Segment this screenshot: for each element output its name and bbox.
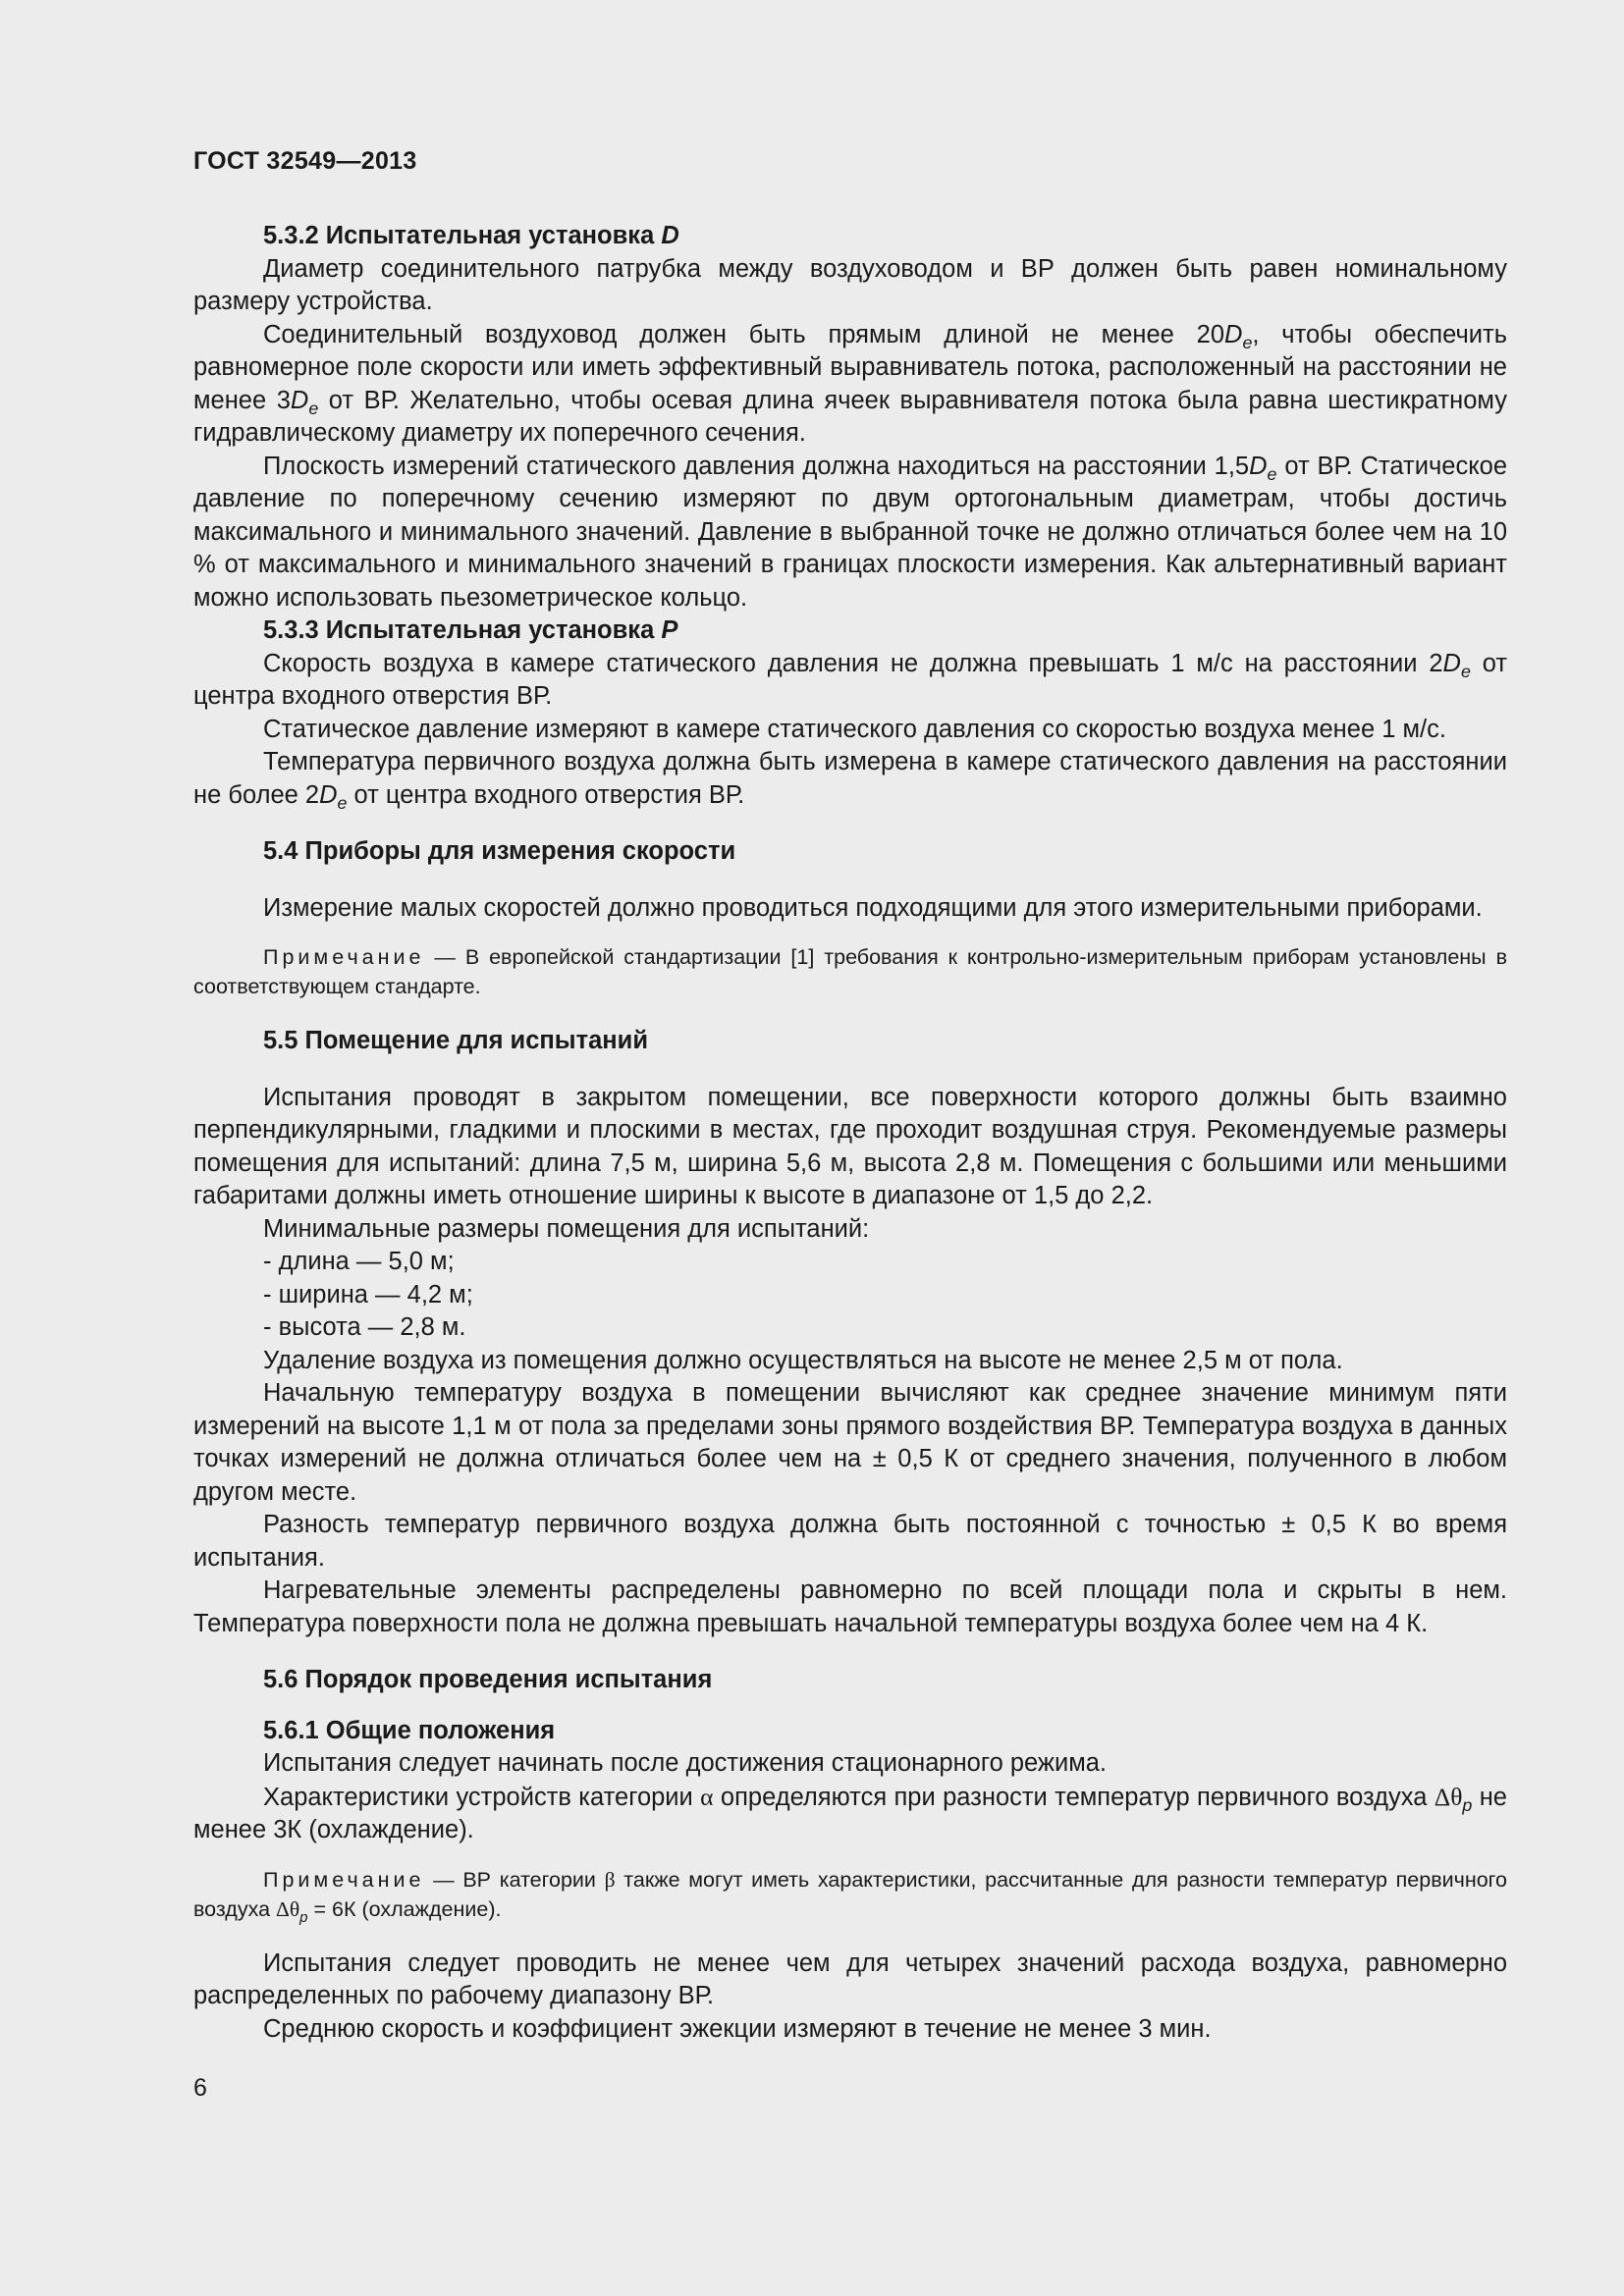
section-5-6-1-heading: 5.6.1 Общие положения	[263, 1716, 556, 1744]
paragraph: Нагревательные элементы распределены равномерно по всей площади пола и скрыты в нем. Температура поверхности пола не должна превышать начальной температуры воздуха более чем на 4 К.	[193, 1576, 1507, 1637]
paragraph: Статическое давление измеряют в камере статического давления со скоростью воздуха менее 1 м/с.	[263, 715, 1446, 743]
text: Температура первичного воздуха должна быть измерена в камере статического давления на расстоянии не более 2	[193, 748, 1507, 809]
paragraph: Испытания следует начинать после достижения стационарного режима.	[263, 1749, 1108, 1777]
symbol-delta-theta: Δθ	[1434, 1782, 1463, 1811]
subscript-e: e	[1460, 661, 1471, 681]
note-text: — ВР категории	[424, 1867, 605, 1892]
symbol-beta: β	[604, 1867, 616, 1892]
heading-text: 5.3.2 Испытательная установка	[263, 222, 662, 249]
paragraph	[193, 648, 1507, 714]
page-number: 6	[193, 2074, 207, 2102]
paragraph: Удаление воздуха из помещения должно осуществляться на высоте не менее 2,5 м от пола.	[263, 1346, 1343, 1374]
subscript-p: p	[1462, 1794, 1473, 1815]
subscript-e: e	[337, 792, 348, 813]
text: Плоскость измерений статического давления должна находиться на расстоянии 1,5	[263, 452, 1250, 480]
text: Соединительный воздуховод должен быть прямым длиной не менее 20	[263, 320, 1225, 348]
note	[193, 942, 1507, 1001]
subscript-e: e	[308, 398, 319, 418]
note-text: — В европейской стандартизации [1] требования к контрольно-измерительным приборам установлены в соответствующем стандарте.	[193, 945, 1507, 998]
text: от ВР. Статическое давление по поперечному сечению измеряют по двум ортогональным диаметрам, чтобы достичь максимального и минимального значений. Давление в выбранной точке не должно отличаться более чем на 10 % от максимального и минимального значений в границах плоскости измерения. Как альтернативный вариант можно использовать пьезометрическое кольцо.	[193, 452, 1507, 612]
section-5-5-heading: 5.5 Помещение для испытаний	[263, 1027, 649, 1054]
text: не менее 3К (охлаждение).	[193, 1783, 1507, 1843]
symbol-alpha: α	[700, 1782, 714, 1811]
heading-letter: P	[661, 616, 678, 644]
text: от центра входного отверстия ВР.	[193, 649, 1508, 710]
text: от центра входного отверстия ВР.	[347, 780, 745, 809]
page-content	[193, 220, 1507, 2046]
list-item: - ширина — 4,2 м;	[263, 1280, 473, 1308]
paragraph: Диаметр соединительного патрубка между воздуховодом и ВР должен быть равен номинальному размеру устройства.	[193, 254, 1507, 315]
text: Скорость воздуха в камере статического давления не должна превышать 1 м/с на расстоянии 2	[263, 649, 1443, 677]
subscript-e: e	[1267, 463, 1277, 484]
note-text: = 6К (охлаждение).	[307, 1896, 502, 1921]
text: определяются при разности температур первичного воздуха	[713, 1783, 1435, 1811]
paragraph	[193, 319, 1507, 451]
heading-text: 5.3.3 Испытательная установка	[263, 616, 662, 644]
paragraph: Разность температур первичного воздуха должна быть постоянной с точностью ± 0,5 К во время испытания.	[193, 1511, 1507, 1572]
section-5-6-heading: 5.6 Порядок проведения испытания	[263, 1666, 713, 1693]
paragraph	[193, 746, 1507, 812]
list-item: - высота — 2,8 м.	[263, 1313, 466, 1341]
paragraph: Среднюю скорость и коэффициент эжекции измеряют в течение не менее 3 мин.	[263, 2014, 1212, 2043]
document-code: ГОСТ 32549—2013	[193, 147, 417, 175]
paragraph: Испытания следует проводить не менее чем для четырех значений расхода воздуха, равномерно распределенных по рабочему диапазону ВР.	[193, 1949, 1507, 2009]
symbol-d: D	[319, 780, 338, 809]
section-5-4-heading: 5.4 Приборы для измерения скорости	[263, 837, 736, 865]
paragraph	[193, 1781, 1507, 1847]
paragraph: Измерение малых скоростей должно проводиться подходящими для этого измерительными приборами.	[263, 893, 1483, 922]
text: Характеристики устройств категории	[263, 1783, 701, 1811]
symbol-d: D	[1442, 649, 1461, 677]
section-5-3-2-heading	[193, 220, 1507, 253]
symbol-d: D	[1249, 452, 1268, 480]
text: , чтобы обеспечить равномерное поле скорости или иметь эффективный выравниватель потока, расположенный на расстоянии не менее 3	[193, 320, 1507, 414]
note	[193, 1865, 1507, 1924]
paragraph: Испытания проводят в закрытом помещении, все поверхности которого должны быть взаимно перпендикулярными, гладкими и плоскими в местах, где проходит воздушная струя. Рекомендуемые размеры помещения для испытаний: длина 7,5 м, ширина 5,6 м, высота 2,8 м. Помещения с большими или меньшими габаритами должны иметь отношение ширины к высоте в диапазоне от 1,5 до 2,2.	[193, 1083, 1507, 1209]
symbol-d: D	[1224, 320, 1243, 348]
section-5-3-3-heading	[193, 614, 1507, 648]
subscript-p: p	[299, 1908, 308, 1926]
paragraph: Минимальные размеры помещения для испытаний:	[263, 1214, 870, 1243]
paragraph	[193, 451, 1507, 615]
paragraph: Начальную температуру воздуха в помещении вычисляют как среднее значение минимум пяти измерений на высоте 1,1 м от пола за пределами зоны прямого воздействия ВР. Температура воздуха в данных точках измерений не должна отличаться более чем на ± 0,5 К от среднего значения, полученного в любом другом месте.	[193, 1379, 1507, 1506]
note-label: Примечание	[263, 1867, 425, 1892]
symbol-delta-theta: Δθ	[276, 1896, 300, 1921]
subscript-e: e	[1242, 332, 1253, 352]
heading-letter: D	[661, 222, 679, 249]
list-item: - длина — 5,0 м;	[263, 1248, 455, 1275]
note-text: также могут иметь характеристики, рассчитанные для разности температур первичного воздуха	[193, 1867, 1507, 1921]
text: от ВР. Желательно, чтобы осевая длина ячеек выравнивателя потока была равна шестикратному гидравлическому диаметру их поперечного сечения.	[193, 386, 1507, 447]
note-label: Примечание	[263, 945, 425, 969]
symbol-d: D	[290, 386, 309, 414]
